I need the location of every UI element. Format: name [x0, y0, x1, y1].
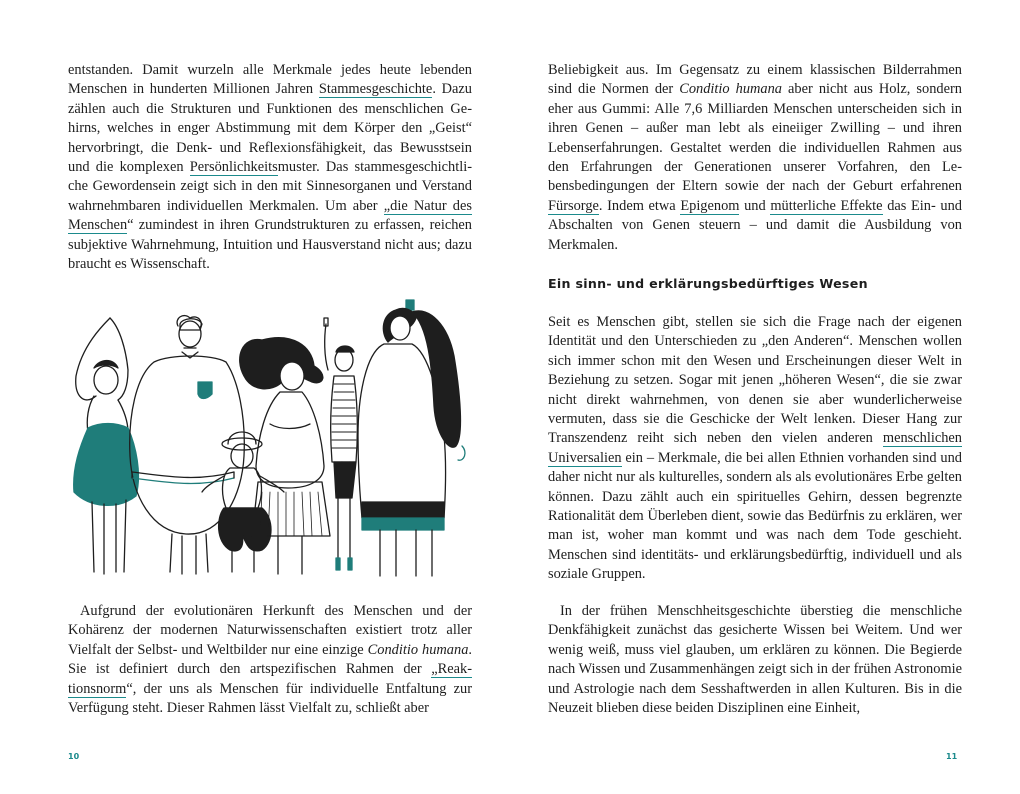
italic-term: Conditio humana [367, 641, 469, 658]
glossary-link-stammesgeschichte[interactable]: Stammesgeschichte [318, 81, 433, 98]
right-paragraph-3-block [548, 602, 962, 718]
italic-term: Conditio humana [679, 81, 782, 98]
page-number-right: 11 [946, 752, 958, 761]
text-run: Seit es Menschen gibt, stellen sie sich die Frage nach der eigenen Identität und den Unterschieden zu „den Anderen“. Menschen wollen sich immer schon mit den Wesen und Erscheinungen dieser Welt in Beziehung zu setzen. Sogar mit jenen „höheren Wesen“, die sie zwar nicht direkt wahrnehmen, von denen sie aber wunderlicherweise vermuten, dass sie die Geschicke der Welt lenken. Dieser Hang zur Transzendenz reiht sich neben den vielen anderen [548, 314, 962, 447]
section-heading-block [548, 276, 962, 291]
glossary-link-muetterliche-effekte[interactable]: mütterliche Effekte [770, 197, 883, 214]
left-paragraph-1-block [68, 61, 472, 274]
glossary-link-reaktionsnorm[interactable]: „Reaktionsnorm [68, 661, 472, 697]
text-run: aber nicht aus Holz, sondern eher aus Gummi: Alle 7,6 Milliarden Menschen unterscheiden sich in ihren Genen – außer man lebt als eineiiger Zwilling – und ihren Lebenserfahrungen. Gestaltet werden die individuellen Rahmen aus den Erfahrungen der Generationen unserer Vorfahren, den Lebensbedingungen der Eltern sowie der nach der Geburt erfahrenen [548, 81, 962, 195]
text-run: entstanden. Damit wurzeln alle Merkmale jedes heute lebenden Menschen in hunderten Millionen Jahren [68, 62, 472, 98]
left-paragraph-1 [68, 61, 472, 274]
right-paragraph-3: In der frühen Menschheitsgeschichte überstieg die menschliche Denkfähigkeit zunächst das gesicherte Wissen bei Weitem. Und wer wenig weiß, muss viel glauben, um erklären zu können. Die Begierde nach Wissen und Zusammenhängen zeigt sich in der frühen Astronomie und Astrologie nach dem Sesshaftwerden in allen Kulturen. Bis in die Neuzeit blieben diese beiden Disziplinen eine Einheit, [548, 603, 962, 717]
text-run: . Indem etwa [598, 197, 681, 214]
right-paragraph-1 [548, 61, 962, 255]
right-paragraph-2 [548, 313, 962, 585]
right-page [510, 0, 1020, 794]
glossary-link-epigenom[interactable]: Epigenom [680, 197, 740, 214]
text-run: . Sie ist definiert durch den artspezifischen Rahmen der [68, 641, 473, 678]
page-number-left: 10 [68, 752, 80, 761]
family-illustration [66, 296, 476, 586]
right-paragraph-2-block [548, 313, 962, 585]
left-paragraph-2-block [68, 602, 472, 718]
text-run: “ zumindest in ihren Grundstrukturen zu erfassen, reichen subjektive Wahrnehmung, Intuition und Hausverstand nicht aus; dazu braucht es Wissenschaft. [68, 217, 472, 273]
left-paragraph-2 [68, 602, 472, 718]
glossary-link-natur-des-menschen[interactable]: „die Natur des Menschen [68, 197, 472, 234]
text-run: muster. Das stammesgeschichtliche Gewordensein zeigt sich in den mit Sinnesorganen und Verstand wahrnehmbaren individuellen Merkmalen. Um aber [68, 159, 473, 214]
section-heading: Ein sinn- und erklärungsbedürftiges Wesen [548, 276, 868, 291]
glossary-link-fuersorge[interactable]: Fürsorge [548, 197, 599, 214]
glossary-link-persoenlichkeit[interactable]: Persönlichkeits [189, 159, 278, 176]
text-run: ein – Merkmale, die bei allen Ethnien vorhanden sind und daher nicht nur als kulturelles, sondern als als evolutionäres Erbe gelten können. Dazu zählt auch ein spirituelles Gehirn, dessen begrenzte Rationalität dem Überleben dient, sowie das Bedürfnis zu erklären, wer man ist, woher man kommt und was nach dem Tode geschieht. Menschen sind identitäts- und erklärungsbedürftig, individuell und als soziale Gruppen. [548, 449, 962, 583]
text-run: Aufgrund der evolutionären Herkunft des Menschen und der Kohärenz der modernen Naturwissenschaften existiert trotz aller Vielfalt der Selbst- und Weltbilder nur eine einzige [68, 603, 472, 658]
text-run: . Dazu zählen auch die Strukturen und Funktionen des menschlichen Gehirns, welches in enger Abstimmung mit dem Körper den „Geist“ hervorbringt, die Denk- und Reflexionsfähigkeit, das Bewusstsein und die komplexen [68, 81, 472, 176]
text-run: und [739, 197, 771, 214]
text-run: Beliebigkeit aus. Im Gegensatz zu einem klassischen Bilderrahmen sind die Normen der [548, 62, 962, 98]
right-paragraph-1-block [548, 61, 962, 255]
text-run: “, der uns als Menschen für individuelle Entfaltung zur Verfügung steht. Dieser Rahmen lässt Vielfalt zu, schließt aber [68, 680, 472, 717]
glossary-link-menschliche-universalien[interactable]: menschlichen Universalien [548, 430, 962, 466]
text-run: das Ein- und Abschalten von Genen steuern – und damit die Ausbildung von Merkmalen. [548, 197, 963, 253]
